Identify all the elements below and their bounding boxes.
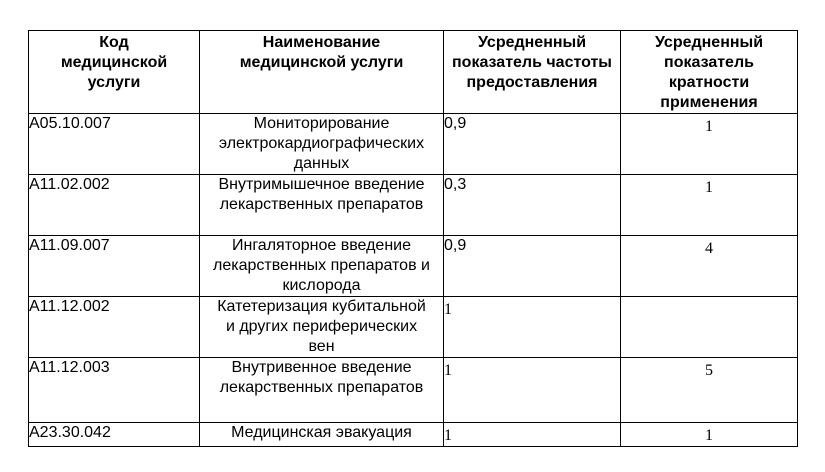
table-row (29, 114, 798, 175)
multiplicity-value: 4 (621, 236, 798, 297)
table-row (29, 175, 798, 236)
service-name: Мониторирование электрокардиографических данных (200, 114, 444, 175)
service-code: A23.30.042 (29, 423, 200, 447)
multiplicity-value: 1 (621, 175, 798, 236)
frequency-value: 0,9 (444, 114, 621, 175)
header-name: Наименование медицинской услуги (200, 31, 444, 114)
service-name: Медицинская эвакуация (200, 423, 444, 447)
medical-services-table (28, 30, 798, 447)
table-row (29, 297, 798, 358)
header-frequency: Усредненный показатель частоты предоставления (444, 31, 621, 114)
service-name: Катетеризация кубитальной и других периферических вен (200, 297, 444, 358)
service-code: A05.10.007 (29, 114, 200, 175)
multiplicity-value (621, 297, 798, 358)
service-code: A11.02.002 (29, 175, 200, 236)
table-row (29, 236, 798, 297)
frequency-value: 0,3 (444, 175, 621, 236)
header-multiplicity: Усредненный показатель кратности применения (621, 31, 798, 114)
multiplicity-value: 5 (621, 358, 798, 423)
table-header-row (29, 31, 798, 114)
header-code: Код медицинской услуги (29, 31, 200, 114)
table-row (29, 358, 798, 423)
service-name: Внутримышечное введение лекарственных препаратов (200, 175, 444, 236)
service-name: Ингаляторное введение лекарственных препаратов и кислорода (200, 236, 444, 297)
table-row (29, 423, 798, 447)
frequency-value: 0,9 (444, 236, 621, 297)
multiplicity-value: 1 (621, 114, 798, 175)
service-code: A11.12.003 (29, 358, 200, 423)
frequency-value: 1 (444, 358, 621, 423)
frequency-value: 1 (444, 423, 621, 447)
service-name: Внутривенное введение лекарственных препаратов (200, 358, 444, 423)
frequency-value: 1 (444, 297, 621, 358)
service-code: A11.12.002 (29, 297, 200, 358)
multiplicity-value: 1 (621, 423, 798, 447)
service-code: A11.09.007 (29, 236, 200, 297)
